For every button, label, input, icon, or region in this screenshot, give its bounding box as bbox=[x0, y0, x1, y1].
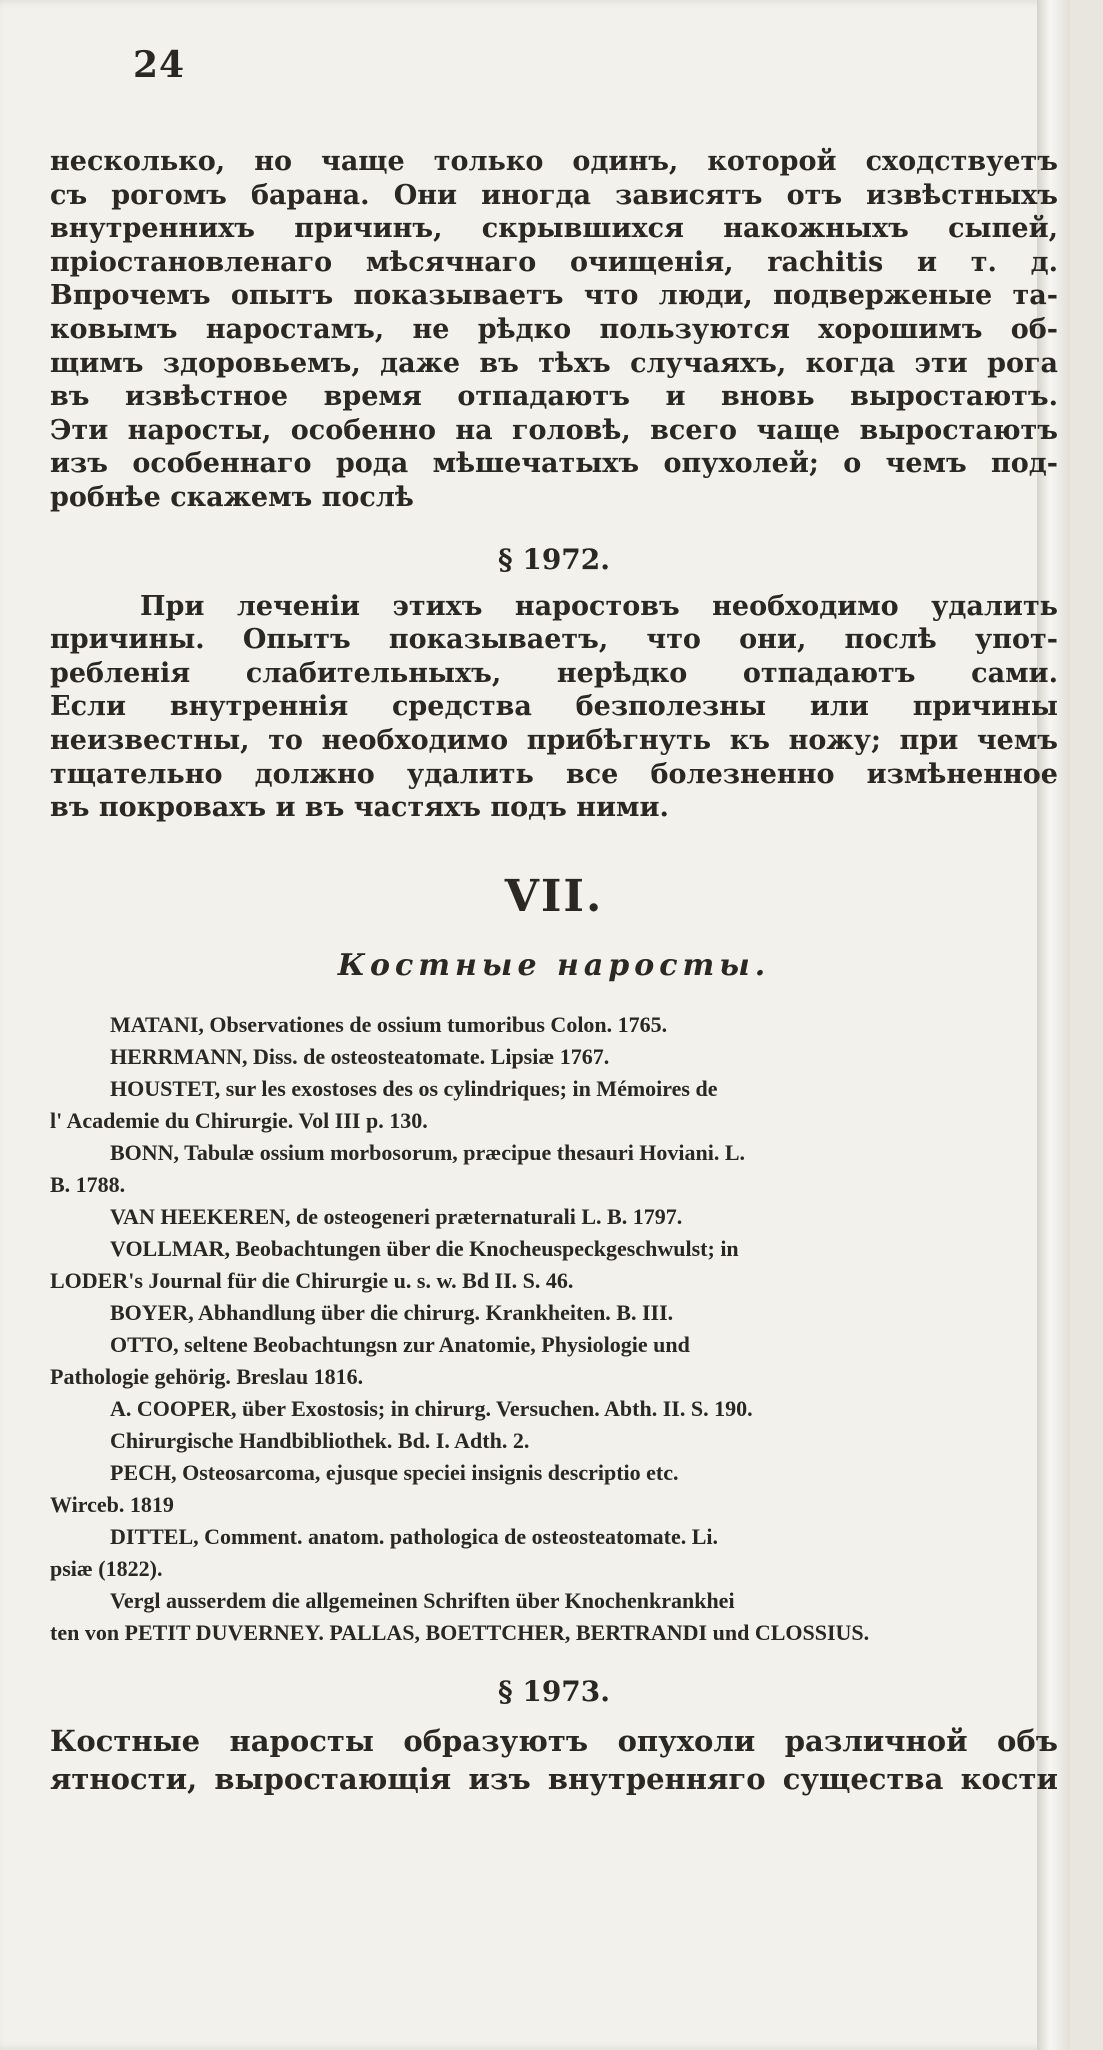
text-line: Если внутреннія средства безполезны или причины bbox=[50, 691, 1058, 723]
bibliography-entry bbox=[50, 1521, 1058, 1585]
bibliography-entry bbox=[50, 1457, 1058, 1521]
text-line: изъ особеннаго рода мѣшечатыхъ опухолей; о чемъ под- bbox=[50, 448, 1058, 480]
biblio-line: BONN, Tabulæ ossium morbosorum, præcipue thesauri Hoviani. L. bbox=[110, 1139, 746, 1165]
text-line: съ рогомъ барана. Они иногда зависятъ отъ извѣстныхъ bbox=[50, 179, 1058, 211]
bibliography-entry bbox=[50, 1297, 1058, 1329]
biblio-line: LODER's Journal für die Chirurgie u. s. w. Bd II. S. 46. bbox=[50, 1267, 574, 1293]
biblio-line: B. 1788. bbox=[50, 1171, 126, 1197]
text-line: несколько, но чаще только одинъ, которой сходствуетъ bbox=[50, 146, 1058, 177]
biblio-line: HERRMANN, Diss. de osteosteatomate. Lipsiæ 1767. bbox=[110, 1043, 610, 1069]
bibliography bbox=[50, 1009, 1058, 1649]
text-line: ребленія слабительныхъ, нерѣдко отпадаютъ сами. bbox=[50, 657, 1058, 689]
biblio-line: Pathologie gehörig. Breslau 1816. bbox=[50, 1363, 364, 1389]
biblio-line: MATANI, Observationes de ossium tumoribus Colon. 1765. bbox=[110, 1011, 668, 1037]
bibliography-entry bbox=[50, 1329, 1058, 1393]
text-line: ковымъ наростамъ, не рѣдко пользуются хорошимъ об- bbox=[50, 313, 1058, 345]
paragraph-3 bbox=[50, 1722, 1058, 1798]
biblio-line: BOYER, Abhandlung über die chirurg. Krankheiten. B. III. bbox=[110, 1299, 674, 1325]
page-number: 24 bbox=[133, 44, 186, 86]
bibliography-entry bbox=[50, 1425, 1058, 1457]
biblio-line: DITTEL, Comment. anatom. pathologica de osteosteatomate. Li. bbox=[110, 1523, 719, 1549]
text-line: щимъ здоровьемъ, даже въ тѣхъ случаяхъ, когда эти рога bbox=[50, 347, 1058, 379]
biblio-line: psiæ (1822). bbox=[50, 1555, 163, 1581]
bibliography-entry bbox=[50, 1585, 1058, 1649]
text-line: въ покровахъ и въ частяхъ подъ ними. bbox=[50, 792, 669, 824]
text-line: причины. Опытъ показываетъ, что они, послѣ упот- bbox=[50, 624, 1058, 656]
biblio-line: ten von PETIT DUVERNEY. PALLAS, BOETTCHER, BERTRANDI und CLOSSIUS. bbox=[50, 1619, 870, 1645]
page-content bbox=[50, 145, 1058, 1798]
biblio-line: Vergl ausserdem die allgemeinen Schriften über Knochenkrankhei bbox=[110, 1587, 735, 1613]
chapter-number: VII. bbox=[504, 870, 604, 922]
section-heading-1973: § 1973. bbox=[497, 1674, 611, 1708]
bibliography-entry bbox=[50, 1233, 1058, 1297]
text-line: ятности, выростающія изъ внутренняго существа кости bbox=[50, 1761, 1058, 1796]
text-line: робнѣе скажемъ послѣ bbox=[50, 481, 414, 513]
text-line: тщательно должно удалить все болезненно измѣненное bbox=[50, 758, 1058, 790]
text-line: Костные наросты образуютъ опухоли различной объ bbox=[50, 1723, 1058, 1758]
biblio-line: PECH, Osteosarcoma, ejusque speciei insignis descriptio etc. bbox=[110, 1459, 679, 1485]
section-heading-1972: § 1972. bbox=[497, 542, 611, 576]
text-line: Впрочемъ опытъ показываетъ что люди, подверженые та- bbox=[50, 280, 1058, 312]
bibliography-entry bbox=[50, 1393, 1058, 1425]
bibliography-entry bbox=[50, 1009, 1058, 1041]
text-line: Эти наросты, особенно на головѣ, всего чаще выростаютъ bbox=[50, 414, 1058, 446]
text-line: въ извѣстное время отпадаютъ и вновь выростаютъ. bbox=[50, 381, 1058, 413]
bibliography-entry bbox=[50, 1073, 1058, 1137]
biblio-line: OTTO, seltene Beobachtungsn zur Anatomie, Physiologie und bbox=[110, 1331, 690, 1357]
bibliography-entry bbox=[50, 1137, 1058, 1201]
text-line: внутреннихъ причинъ, скрывшихся накожныхъ сыпей, bbox=[50, 213, 1058, 245]
biblio-line: Wirceb. 1819 bbox=[50, 1491, 174, 1517]
paragraph-1 bbox=[50, 145, 1058, 515]
biblio-line: A. COOPER, über Exostosis; in chirurg. Versuchen. Abth. II. S. 190. bbox=[110, 1395, 753, 1421]
biblio-line: Chirurgische Handbibliothek. Bd. I. Adth. 2. bbox=[110, 1427, 530, 1453]
text-line: пріостановленаго мѣсячнаго очищенія, rachitis и т. д. bbox=[50, 246, 1058, 278]
bibliography-entry bbox=[50, 1201, 1058, 1233]
text-line: При леченіи этихъ наростовъ необходимо удалить bbox=[140, 590, 1058, 622]
paragraph-2 bbox=[50, 590, 1058, 825]
biblio-line: l' Academie du Chirurgie. Vol III p. 130. bbox=[50, 1107, 428, 1133]
chapter-title: Костные наросты. bbox=[337, 947, 771, 983]
biblio-line: HOUSTET, sur les exostoses des os cylindriques; in Mémoires de bbox=[110, 1075, 718, 1101]
biblio-line: VOLLMAR, Beobachtungen über die Knocheuspeckgeschwulst; in bbox=[110, 1235, 739, 1261]
bibliography-entry bbox=[50, 1041, 1058, 1073]
biblio-line: VAN HEEKEREN, de osteogeneri præternaturali L. B. 1797. bbox=[110, 1203, 683, 1229]
text-line: неизвестны, то необходимо прибѣгнуть къ ножу; при чемъ bbox=[50, 724, 1058, 756]
